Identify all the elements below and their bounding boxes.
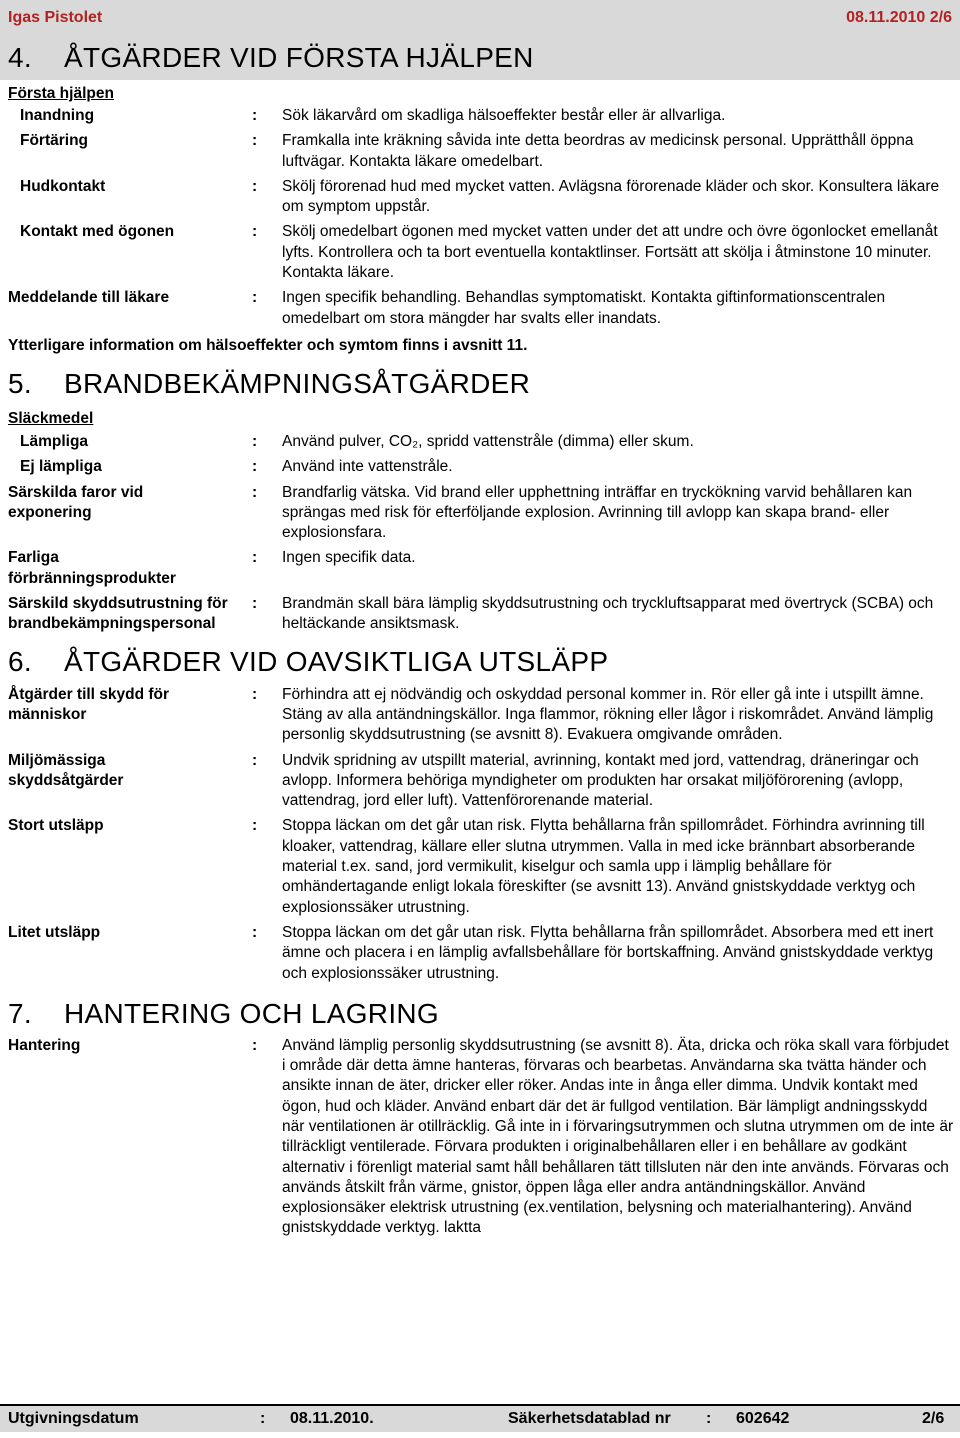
s5-row-sarskilda-faror: Särskilda faror vid exponering : Brandfarlig vätska. Vid brand eller upphettning inträffar en tryckökning varvid behållaren kan sprängas med risk för efterföljande explosion. Avrinning till avlopp kan skapa brand- eller explosionsfara. xyxy=(8,483,913,542)
section-7-title: 7. HANTERING OCH LAGRING xyxy=(8,997,440,1029)
page-footer: Utgivningsdatum : 08.11.2010. Säkerhetsdatablad nr : 602642 2/6 xyxy=(0,1404,960,1432)
s5-row-ej-lampliga: Ej lämpliga : Använd inte vattenstråle. xyxy=(20,458,453,476)
s6-row-stort: Stort utsläpp : Stoppa läckan om det går utan risk. Flytta behållarna från spillområdet. Förhindra avrinning till kloaker, vattendrag, källare eller slutna utrymmen. Valla in med icke brännbart absorberande material t.ex. sand, jord vermikulit, kiselgur och samla upp i lämplig behållare för omhändertagande enligt lokala föreskifter (se avsnitt 13). Använd gnistskyddade verktyg och explosionssäker utrustning. xyxy=(8,817,925,916)
s6-row-miljo: Miljömässiga skyddsåtgärder : Undvik spridning av utspillt material, avrinning, kontakt med jord, vattendrag, dräneringar och avlopp. Informera behöriga myndigheter om produkten har orsakat miljöförorening (avlopp, vattendrag, jord eller luft). Vattenförorenande material. xyxy=(8,751,919,810)
section-4-subhead: Första hjälpen xyxy=(8,85,114,102)
s4-row-lakare: Meddelande till läkare : Ingen specifik behandling. Behandlas symptomatiskt. Kontakta giftinformationscentralen omedelbart om stora mängder har svalts eller inandats. xyxy=(8,289,886,327)
section-4-title-bar xyxy=(0,36,960,80)
header-date-page: 08.11.2010 2/6 xyxy=(846,8,952,26)
s6-row-skydd-manniskor: Åtgärder till skydd för människor : Förhindra att ej nödvändig och oskyddad personal kommer in. Rör eller gå inte i utspillt ämne. Stäng av alla antändningskällor. Inga flammor, rökning eller lågor i riskområdet. Använd lämplig personlig skyddsutrustning (se avsnitt 8). Evakuera omgivande områden. xyxy=(8,685,934,744)
section-5-title: 5. BRANDBEKÄMPNINGSÅTGÄRDER xyxy=(8,367,531,399)
product-name: Igas Pistolet xyxy=(8,8,103,26)
s5-row-farliga: Farliga förbränningsprodukter : Ingen specifik data. xyxy=(8,549,416,587)
s5-row-skyddsutrustning: Särskild skyddsutrustning för brandbekämpningspersonal : Brandmän skall bära lämplig skyddsutrustning och tryckluftsapparat med övertryck (SCBA) och heltäckande ansiktsmask. xyxy=(8,595,934,633)
s4-row-fortaring: Förtäring : Framkalla inte kräkning såvida inte detta beordras av medicinsk personal. Upprätthåll öppna luftvägar. Kontakta läkare omedelbart. xyxy=(20,132,914,170)
s6-row-litet: Litet utsläpp : Stoppa läckan om det går utan risk. Flytta behållarna från spillområdet. Absorbera med ett inert ämne och placera i en lämplig avfallsbehållare för bortskaffning. Använd gnistskyddade verktyg och explosionssäker utrustning. xyxy=(8,923,934,982)
section-5-subhead: Släckmedel xyxy=(8,409,94,427)
s4-row-inandning: Inandning : Sök läkarvård om skadliga hälsoeffekter består eller är allvarliga. xyxy=(20,107,726,124)
s5-row-lampliga: Lämpliga : Använd pulver, CO₂, spridd vattenstråle (dimma) eller skum. xyxy=(20,432,694,450)
document-body xyxy=(0,36,960,1244)
issue-date: 08.11.2010. xyxy=(290,1409,374,1427)
section-4-note: Ytterligare information om hälsoeffekter och symtom finns i avsnitt 11. xyxy=(8,336,528,354)
issue-date-label: Utgivningsdatum xyxy=(8,1409,139,1427)
s4-row-hudkontakt: Hudkontakt : Skölj förorenad hud med mycket vatten. Avlägsna förorenade kläder och skor. Konsultera läkare om symptom uppstår. xyxy=(20,177,940,216)
page-header xyxy=(0,0,960,36)
s4-row-ogon: Kontakt med ögonen : Skölj omedelbart ögonen med mycket vatten under det att undre och övre ögonlocket emellanåt lyfts. Kontrollera och ta bort eventuella kontaktlinser. Fortsätt att skölja i åtminstone 10 minuter. Kontakta läkare. xyxy=(20,223,938,282)
s7-row-hantering: Hantering : Använd lämplig personlig skyddsutrustning (se avsnitt 8). Äta, dricka och röka skall vara förbjudet i område där detta ämne hanteras, förvaras och bearbetas. Användarna ska tvätta händer och ansikte innan de äter, dricker eller röker. Andas inte in ånga eller dimma. Undvik kontakt med ögon, hud och kläder. Använd enbart där det är fullgod ventilation. Bär lämpligt andningsskydd när ventilationen är otillräcklig. Gå inte in i förvaringsutrymmen och slutna utrymmen om de inte är tillräckligt ventilerade. Förvara produkten i originalbehållaren eller i en behållare av godkänt alternativ i förenligt material samt håll behållaren tätt tillsluten när den inte används. Förvaras och används åtskilt från värme, gnistor, öppen låga eller andra antändningskällor. Använd explosionsäker elektrisk utrustning (ex.ventilation, belysning och materialhantering). Använd gnistskyddade verktyg. laktta xyxy=(8,1036,954,1237)
sds-label: Säkerhetsdatablad nr xyxy=(508,1409,671,1427)
sds-number: 602642 xyxy=(736,1409,790,1427)
section-6-title: 6. ÅTGÄRDER VID OAVSIKTLIGA UTSLÄPP xyxy=(8,646,609,678)
footer-page: 2/6 xyxy=(922,1409,945,1427)
section-4-title: 4. ÅTGÄRDER VID FÖRSTA HJÄLPEN xyxy=(8,41,534,73)
